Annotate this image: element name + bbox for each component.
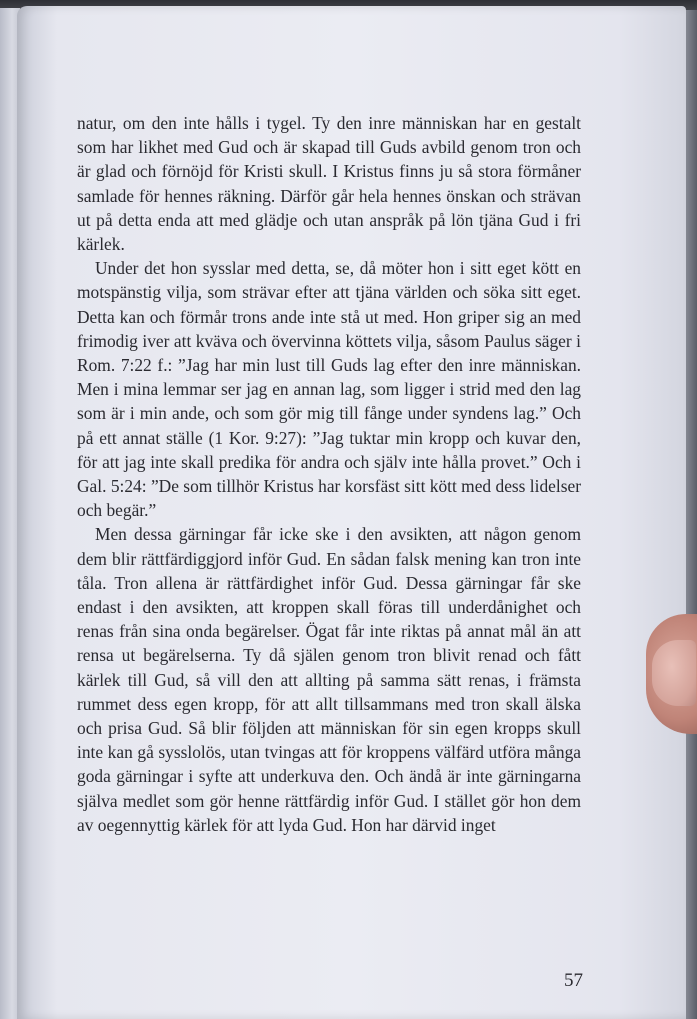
thumbnail-nail [652, 640, 696, 706]
paragraph-3: Men dessa gärningar får icke ske i den avsikten, att någon genom dem blir rättfärdiggjord inför Gud. En sådan falsk mening kan tron inte tåla. Tron allena är rättfärdighet inför Gud. Dessa gärningar får ske endast i den avsikten, att kroppen skall föras till underdånighet och renas från sina onda begärelser. Ögat får inte riktas på annat mål än att rensa ut begärelserna. Ty då själen genom tron blivit renad och fått kärlek till Gud, så vill den att allting på samma sätt renas, i främsta rummet dess egen kropp, för att allt tillsammans med tron skall älska och prisa Gud. Så blir följden att människan för sin egen kropps skull inte kan gå sysslolös, utan tvingas att för kroppens välfärd utföra många goda gärningar i syfte att underkuva den. Och ändå är inte gärningarna själva medlet som gör henne rättfärdig inför Gud. I stället gör hon dem av oegennyttig kärlek för att lyda Gud. Hon har därvid inget [77, 524, 581, 835]
paragraph-1: natur, om den inte hålls i tygel. Ty den inre människan har en gestalt som har likhet med Gud och är skapad till Guds avbild genom tron och är glad och förnöjd för Kristi skull. I Kristus finns ju så stora förmåner samlade för hennes räkning. Därför går hela hennes önskan och strävan ut på detta enda att med glädje och utan anspråk på lön tjäna Gud i fri kärlek. [77, 113, 581, 255]
page-number: 57 [564, 970, 583, 991]
paragraph-2: Under det hon sysslar med detta, se, då möter hon i sitt eget kött en motspänstig vilja, som strävar efter att tjäna världen och söka sitt eget. Detta kan och förmår trons ande inte stå ut med. Hon griper sig an med frimodig iver att kväva och övervinna köttets vilja, såsom Paulus säger i Rom. 7:22 f.: ”Jag har min lust till Guds lag efter den inre människan. Men i mina lemmar ser jag en annan lag, som ligger i strid med den lag som är i min ande, och som gör mig till fånge under syndens lag.” Och på ett annat ställe (1 Kor. 9:27): ”Jag tuktar min kropp och kuvar den, för att jag inte skall predika för andra och själv inte hålla provet.” Och i Gal. 5:24: ”De som tillhör Kristus har korsfäst sitt kött med dess lidelser och begär.” [77, 258, 581, 521]
body-text [77, 111, 581, 837]
